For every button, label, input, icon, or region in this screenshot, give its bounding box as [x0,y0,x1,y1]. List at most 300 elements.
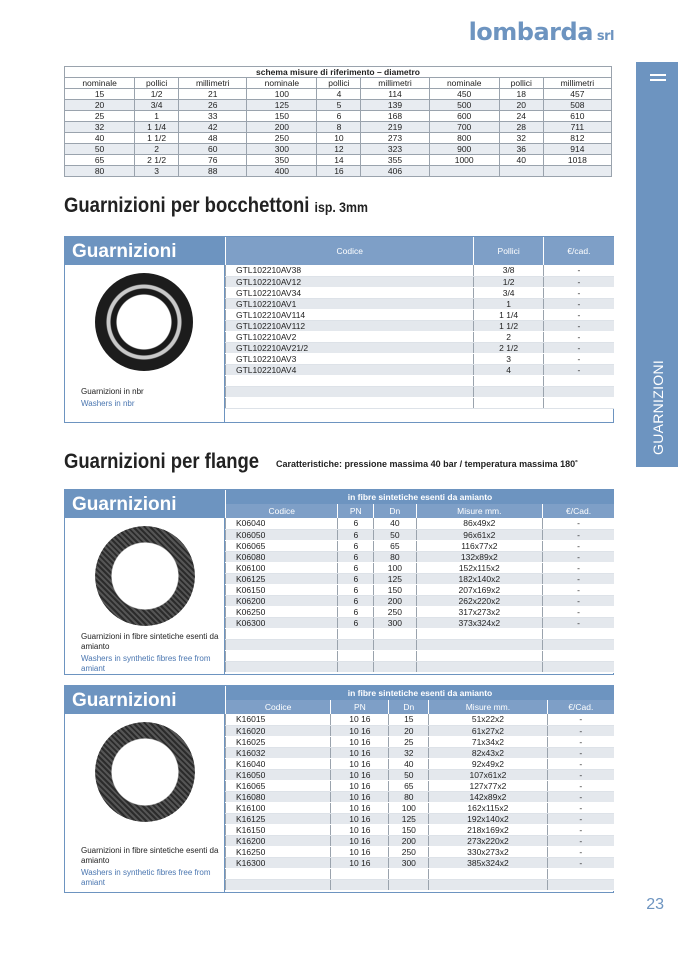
block3-row [226,714,615,725]
block2-cell [543,628,614,639]
block2-cell: 150 [374,584,416,595]
block2-row [226,650,615,661]
block3-cell: - [547,824,614,835]
block2-cell: 6 [338,518,374,529]
ref-cell: 2 [135,144,179,155]
ref-cell: 3/4 [135,100,179,111]
ref-cell: 12 [317,144,361,155]
block3-cell: 15 [389,714,429,725]
ref-cell: 300 [247,144,317,155]
ref-row [65,144,612,155]
block1-col-header: Pollici [474,237,543,265]
block3-cell: 162x115x2 [429,802,548,813]
block3-cell: 125 [389,813,429,824]
block3-col-header: PN [331,700,389,714]
block1-cell: GTL102210AV114 [226,309,474,320]
block1-cell: - [543,309,614,320]
block2-col-header: Misure mm. [416,504,543,518]
ref-cell: 150 [247,111,317,122]
ref-cell [429,166,499,177]
section-title-flange [64,450,259,474]
block3-cell: 10 16 [331,725,389,736]
block3-cell: - [547,813,614,824]
reference-caption: schema misure di riferimento – diametro [65,67,612,78]
block2-cell: K06125 [226,573,338,584]
block3-cell: 10 16 [331,846,389,857]
block3-row [226,758,615,769]
block1-cell: 1/2 [474,276,543,287]
block3-cell: K16040 [226,758,331,769]
block3-cell: K16025 [226,736,331,747]
ref-cell: 36 [499,144,543,155]
washer-synthetic-icon [95,526,195,626]
ref-col-header: millimetri [361,78,429,89]
block1-table [225,237,614,409]
block2-row [226,562,615,573]
block2-cell: 317x273x2 [416,606,543,617]
block3-cell: 10 16 [331,769,389,780]
block3-cell: K16080 [226,791,331,802]
block3-row [226,835,615,846]
block2-col-header: Codice [226,504,338,518]
ref-cell: 21 [179,89,247,100]
block1-cell: GTL102210AV12 [226,276,474,287]
block1-cell: GTL102210AV112 [226,320,474,331]
block2-cell: - [543,595,614,606]
ref-cell: 32 [65,122,135,133]
block3-caption-it: Guarnizioni in fibre sintetiche esenti da amianto [81,846,219,865]
block1-cell [543,375,614,386]
block1-cell: 4 [474,364,543,375]
block3-cell: K16020 [226,725,331,736]
ref-row [65,166,612,177]
block3-cell: 10 16 [331,747,389,758]
side-label: GUARNIZIONI [650,359,666,455]
ref-cell: 114 [361,89,429,100]
block3-super-header: in fibre sintetiche esenti da amianto [226,686,615,700]
block3-row [226,868,615,879]
brand-logo [469,18,614,46]
block1-cell: 3/4 [474,287,543,298]
block3-cell: - [547,846,614,857]
block2-cell [543,650,614,661]
block1-row [226,298,615,309]
block3-cell: 92x49x2 [429,758,548,769]
block1-cell: 2 1/2 [474,342,543,353]
ref-cell: 8 [317,122,361,133]
block2-cell: 100 [374,562,416,573]
block2-row [226,518,615,529]
block1-row [226,309,615,320]
ref-col-header: pollici [499,78,543,89]
block1-cell [543,397,614,408]
block2-cell: 132x89x2 [416,551,543,562]
block1-cell [474,375,543,386]
block2-row [226,551,615,562]
block3-row [226,846,615,857]
ref-cell: 400 [247,166,317,177]
block3-row [226,802,615,813]
ref-cell: 3 [135,166,179,177]
block2-cell: 40 [374,518,416,529]
block1-cell: - [543,353,614,364]
ref-cell: 76 [179,155,247,166]
block2-cell: K06250 [226,606,338,617]
block2-cell: 6 [338,529,374,540]
ref-cell: 100 [247,89,317,100]
block2-row [226,639,615,650]
block2-cell: K06100 [226,562,338,573]
ref-col-header: nominale [429,78,499,89]
block2-cell: 300 [374,617,416,628]
block2-cell: K06050 [226,529,338,540]
block2-cell: K06040 [226,518,338,529]
block1-cell: 1 1/2 [474,320,543,331]
ref-cell: 711 [543,122,611,133]
block2-cell: 6 [338,551,374,562]
block3-cell: 32 [389,747,429,758]
block2-row [226,595,615,606]
block2-cell: 6 [338,617,374,628]
ref-cell: 40 [499,155,543,166]
block2-caption-it: Guarnizioni in fibre sintetiche esenti da amianto [81,632,219,651]
block3-row [226,725,615,736]
block3-row [226,813,615,824]
ref-cell: 80 [65,166,135,177]
block1-cell: GTL102210AV34 [226,287,474,298]
block2-caption-en: Washers in synthetic fibres free from amiant [81,654,211,673]
ref-cell: 5 [317,100,361,111]
block3-cell [331,879,389,890]
ref-col-header: millimetri [179,78,247,89]
block1-cell: GTL102210AV38 [226,265,474,276]
block2-cell: 6 [338,606,374,617]
block1-row [226,353,615,364]
block3-cell: 10 16 [331,780,389,791]
ref-cell: 24 [499,111,543,122]
block1-cell [474,386,543,397]
block1-row [226,331,615,342]
block3-cell: - [547,857,614,868]
block3-cell: 385x324x2 [429,857,548,868]
block1-cell: - [543,320,614,331]
ref-col-header: pollici [135,78,179,89]
block3-col-header: €/Cad. [547,700,614,714]
ref-cell: 457 [543,89,611,100]
ref-cell: 350 [247,155,317,166]
ref-cell: 14 [317,155,361,166]
block2-cell: - [543,551,614,562]
ref-cell: 4 [317,89,361,100]
ref-cell: 20 [499,100,543,111]
block2-cell [543,661,614,672]
block3-cell: 10 16 [331,736,389,747]
block1-row [226,364,615,375]
ref-row [65,111,612,122]
washer-image-nbr [65,265,225,422]
block1-cell: GTL102210AV4 [226,364,474,375]
block3-cell: 50 [389,769,429,780]
ref-cell: 20 [65,100,135,111]
block3-cell: 330x273x2 [429,846,548,857]
ref-cell: 28 [499,122,543,133]
block1-cell: GTL102210AV21/2 [226,342,474,353]
block2-cell: 6 [338,595,374,606]
ref-row [65,122,612,133]
section1-title: Guarnizioni per bocchettoni [64,194,310,217]
ref-cell: 1 [135,111,179,122]
block2-cell [416,628,543,639]
block3-cell: - [547,714,614,725]
block3-cell: 80 [389,791,429,802]
ref-row [65,155,612,166]
block1-cell: GTL102210AV3 [226,353,474,364]
block1-cell: GTL102210AV1 [226,298,474,309]
block3-cell: 10 16 [331,791,389,802]
block2-cell [374,650,416,661]
block2-row [226,606,615,617]
block2-table [225,490,614,673]
ref-row [65,133,612,144]
block3-cell: 142x89x2 [429,791,548,802]
ref-cell: 273 [361,133,429,144]
ref-cell: 88 [179,166,247,177]
ref-cell: 1 1/2 [135,133,179,144]
ref-cell: 508 [543,100,611,111]
ref-cell: 50 [65,144,135,155]
ref-cell: 323 [361,144,429,155]
block1-cell [226,386,474,397]
block2-col-header: PN [338,504,374,518]
block3-cell: 65 [389,780,429,791]
block3-cell: 61x27x2 [429,725,548,736]
ref-cell: 125 [247,100,317,111]
ref-row [65,89,612,100]
ref-cell: 600 [429,111,499,122]
block1-row [226,342,615,353]
product-block-synthetic-pn6 [64,489,614,675]
block2-cell [543,639,614,650]
block3-cell: 200 [389,835,429,846]
block3-cell: - [547,769,614,780]
block3-cell: 20 [389,725,429,736]
block3-cell: 10 16 [331,714,389,725]
block3-cell: 250 [389,846,429,857]
block1-cell: - [543,287,614,298]
block3-cell: - [547,736,614,747]
menu-icon [650,74,666,84]
block2-cell: 80 [374,551,416,562]
block1-cell: - [543,364,614,375]
block1-caption-en: Washers in nbr [81,399,135,408]
block3-col-header: Misure mm. [429,700,548,714]
block3-cell [547,868,614,879]
block2-cell: 207x169x2 [416,584,543,595]
product-block-nbr [64,236,614,423]
block1-col-header: €/cad. [543,237,614,265]
brand-name: lombarda [468,18,593,46]
ref-cell: 33 [179,111,247,122]
ref-cell: 18 [499,89,543,100]
block2-cell [416,639,543,650]
block3-cell: - [547,758,614,769]
ref-cell: 40 [65,133,135,144]
block3-row [226,769,615,780]
block2-cell: - [543,529,614,540]
block1-row [226,386,615,397]
block2-cell: K06080 [226,551,338,562]
block3-col-header: Codice [226,700,331,714]
block3-cell [429,868,548,879]
block1-cell: - [543,276,614,287]
block2-cell: 152x115x2 [416,562,543,573]
ref-cell: 700 [429,122,499,133]
block2-cell [338,650,374,661]
block2-cell: 50 [374,529,416,540]
ref-cell: 60 [179,144,247,155]
block3-cell: 10 16 [331,802,389,813]
ref-cell: 900 [429,144,499,155]
block3-cell: K16200 [226,835,331,846]
block2-row [226,540,615,551]
block2-cell: - [543,584,614,595]
block3-cell: K16015 [226,714,331,725]
block3-cell: 51x22x2 [429,714,548,725]
ref-cell: 812 [543,133,611,144]
block3-cell: K16032 [226,747,331,758]
block2-cell [226,628,338,639]
block2-cell: 262x220x2 [416,595,543,606]
block3-cell: K16050 [226,769,331,780]
block1-cell: 3 [474,353,543,364]
washer-image-synthetic-1 [65,518,225,674]
block3-cell: 100 [389,802,429,813]
block3-cell: K16065 [226,780,331,791]
ref-col-header: nominale [65,78,135,89]
section-title-bocchettoni [64,194,368,218]
block1-caption-it: Guarnizioni in nbr [81,387,144,396]
block1-col-header: Codice [226,237,474,265]
reference-table [64,66,612,177]
block3-cell: 10 16 [331,813,389,824]
block1-row [226,375,615,386]
block2-row [226,628,615,639]
block2-cell: 116x77x2 [416,540,543,551]
block2-title: Guarnizioni [65,490,225,518]
block2-cell: 86x49x2 [416,518,543,529]
washer-nbr-icon [95,273,193,371]
block3-row [226,791,615,802]
ref-cell: 65 [65,155,135,166]
block3-cell: K16100 [226,802,331,813]
block3-cell: 150 [389,824,429,835]
block3-cell: 71x34x2 [429,736,548,747]
ref-cell: 406 [361,166,429,177]
block2-cell: - [543,573,614,584]
block3-cell: 82x43x2 [429,747,548,758]
block3-table [225,686,614,891]
block2-cell: 65 [374,540,416,551]
block3-cell: 300 [389,857,429,868]
block3-cell: - [547,802,614,813]
brand-suffix: srl [596,29,614,44]
ref-cell: 219 [361,122,429,133]
block1-title: Guarnizioni [65,237,225,265]
block3-cell: - [547,725,614,736]
block3-cell [389,879,429,890]
block1-cell: - [543,331,614,342]
block3-cell: 218x169x2 [429,824,548,835]
block1-row [226,287,615,298]
ref-cell: 1 1/4 [135,122,179,133]
block3-cell: - [547,835,614,846]
block2-cell: 200 [374,595,416,606]
ref-cell: 10 [317,133,361,144]
block2-cell: 6 [338,562,374,573]
ref-col-header: millimetri [543,78,611,89]
block2-cell: 182x140x2 [416,573,543,584]
block3-row [226,879,615,890]
block2-cell: - [543,606,614,617]
block2-super-header: in fibre sintetiche esenti da amianto [226,490,615,504]
block3-cell: - [547,791,614,802]
block2-cell [226,650,338,661]
ref-cell: 355 [361,155,429,166]
block2-cell: - [543,617,614,628]
ref-cell: 15 [65,89,135,100]
block2-cell [226,661,338,672]
block2-cell: - [543,518,614,529]
product-block-synthetic-pn10-16 [64,685,614,893]
block3-cell [389,868,429,879]
block3-cell [226,868,331,879]
ref-cell: 26 [179,100,247,111]
ref-cell: 168 [361,111,429,122]
block2-cell: 6 [338,540,374,551]
block1-row [226,276,615,287]
ref-cell: 200 [247,122,317,133]
block1-cell: 3/8 [474,265,543,276]
block2-cell: - [543,562,614,573]
ref-cell: 610 [543,111,611,122]
block1-cell: 1 1/4 [474,309,543,320]
block2-cell [416,650,543,661]
block3-row [226,747,615,758]
ref-col-header: pollici [317,78,361,89]
block2-cell [374,639,416,650]
ref-cell: 1018 [543,155,611,166]
ref-cell: 32 [499,133,543,144]
ref-cell: 250 [247,133,317,144]
washer-image-synthetic-2 [65,714,225,892]
block3-cell: K16300 [226,857,331,868]
block3-cell: - [547,780,614,791]
block3-cell: 40 [389,758,429,769]
ref-cell: 42 [179,122,247,133]
block3-cell: 10 16 [331,835,389,846]
ref-cell: 914 [543,144,611,155]
ref-cell: 800 [429,133,499,144]
block3-cell: K16125 [226,813,331,824]
block3-caption-en: Washers in synthetic fibres free from amiant [81,868,211,887]
block1-cell [226,375,474,386]
block3-cell: 10 16 [331,824,389,835]
block2-row [226,529,615,540]
ref-cell: 2 1/2 [135,155,179,166]
ref-cell: 25 [65,111,135,122]
block1-row [226,397,615,408]
block1-cell: - [543,298,614,309]
